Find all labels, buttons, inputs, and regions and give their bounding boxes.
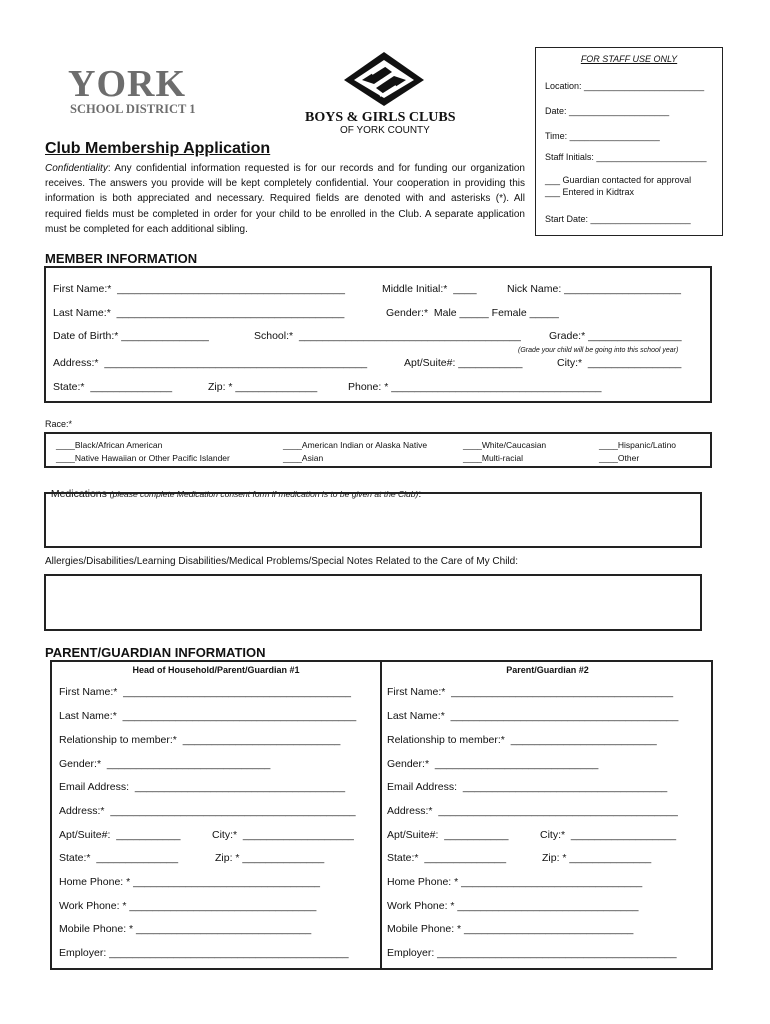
member-middle-initial-field[interactable]: Middle Initial:* ____ bbox=[382, 283, 477, 295]
guardian-1-header: Head of Household/Parent/Guardian #1 bbox=[132, 665, 300, 675]
parent-info-heading: PARENT/GUARDIAN INFORMATION bbox=[45, 645, 266, 660]
york-logo-name: YORK bbox=[68, 63, 186, 105]
guardian-1-email-field[interactable]: Email Address: ____________________________________ bbox=[59, 781, 346, 793]
guardian-1-city-field[interactable]: City:* ___________________ bbox=[212, 829, 354, 841]
grade-note: (Grade your child will be going into this school year) bbox=[518, 347, 679, 354]
guardian-2-city-field[interactable]: City:* __________________ bbox=[540, 829, 677, 841]
race-option-other[interactable]: ____Other bbox=[599, 453, 640, 463]
bgc-hands-icon bbox=[342, 50, 426, 108]
allergies-label: Allergies/Disabilities/Learning Disabilities/Medical Problems/Special Notes Related to the Care of My Child: bbox=[45, 556, 518, 567]
guardian-contacted-checkbox[interactable]: ___ Guardian contacted for approval bbox=[545, 175, 692, 185]
guardian-2-apt-field[interactable]: Apt/Suite#: ___________ bbox=[387, 829, 509, 841]
member-info-heading: MEMBER INFORMATION bbox=[45, 251, 198, 266]
guardian-2-column bbox=[382, 662, 713, 968]
race-option-native-hawaiian[interactable]: ____Native Hawaiian or Other Pacific Islander bbox=[56, 453, 230, 463]
guardian-2-work-phone-field[interactable]: Work Phone: * _______________________________ bbox=[387, 900, 639, 912]
confidentiality-paragraph bbox=[45, 161, 525, 237]
race-option-multiracial[interactable]: ____Multi-racial bbox=[463, 453, 523, 463]
medications-textarea[interactable] bbox=[44, 492, 702, 548]
guardian-2-zip-field[interactable]: Zip: * ______________ bbox=[542, 852, 652, 864]
guardian-2-employer-field[interactable]: Employer: _________________________________________ bbox=[387, 947, 677, 959]
york-logo-subtitle: SCHOOL DISTRICT 1 bbox=[70, 102, 196, 116]
staff-box-title: FOR STAFF USE ONLY bbox=[580, 54, 678, 64]
guardian-2-first-name-field[interactable]: First Name:* ______________________________________ bbox=[387, 686, 674, 698]
guardian-1-last-name-field[interactable]: Last Name:* ________________________________________ bbox=[59, 710, 357, 722]
member-first-name-field[interactable]: First Name:* _______________________________________ bbox=[53, 283, 345, 295]
race-option-black[interactable]: ____Black/African American bbox=[56, 440, 163, 450]
guardian-1-zip-field[interactable]: Zip: * ______________ bbox=[215, 852, 325, 864]
member-zip-field[interactable]: Zip: * ______________ bbox=[208, 381, 318, 393]
parent-info-box bbox=[50, 660, 713, 970]
member-grade-field[interactable]: Grade:* ________________ bbox=[549, 330, 682, 342]
guardian-1-mobile-phone-field[interactable]: Mobile Phone: * ______________________________ bbox=[59, 923, 312, 935]
medications-colon: : bbox=[418, 488, 422, 500]
guardian-1-relationship-field[interactable]: Relationship to member:* ___________________________ bbox=[59, 734, 341, 746]
guardian-2-header: Parent/Guardian #2 bbox=[506, 665, 589, 675]
race-box bbox=[44, 432, 712, 468]
entered-kidtrax-checkbox[interactable]: ___ Entered in Kidtrax bbox=[545, 187, 635, 197]
guardian-1-column bbox=[52, 662, 380, 968]
guardian-2-gender-field[interactable]: Gender:* ____________________________ bbox=[387, 758, 599, 770]
boys-girls-clubs-logo bbox=[305, 50, 465, 140]
guardian-2-mobile-phone-field[interactable]: Mobile Phone: * _____________________________ bbox=[387, 923, 634, 935]
member-state-field[interactable]: State:* ______________ bbox=[53, 381, 173, 393]
staff-initials-field[interactable]: Staff Initials: ______________________ bbox=[545, 152, 707, 162]
staff-time-field[interactable]: Time: __________________ bbox=[545, 131, 660, 141]
guardian-1-employer-field[interactable]: Employer: _________________________________________ bbox=[59, 947, 349, 959]
guardian-2-relationship-field[interactable]: Relationship to member:* _________________________ bbox=[387, 734, 657, 746]
race-option-american-indian[interactable]: ____American Indian or Alaska Native bbox=[283, 440, 428, 450]
guardian-1-home-phone-field[interactable]: Home Phone: * ________________________________ bbox=[59, 876, 320, 888]
member-dob-field[interactable]: Date of Birth:* _______________ bbox=[53, 330, 209, 342]
guardian-1-apt-field[interactable]: Apt/Suite#: ___________ bbox=[59, 829, 181, 841]
member-nick-name-field[interactable]: Nick Name: ____________________ bbox=[507, 283, 681, 295]
bgc-logo-name: BOYS & GIRLS CLUBS bbox=[305, 110, 456, 125]
member-apt-field[interactable]: Apt/Suite#: ___________ bbox=[404, 357, 523, 369]
guardian-2-last-name-field[interactable]: Last Name:* _______________________________________ bbox=[387, 710, 679, 722]
race-label: Race:* bbox=[45, 419, 73, 429]
guardian-1-gender-field[interactable]: Gender:* ____________________________ bbox=[59, 758, 271, 770]
guardian-2-state-field[interactable]: State:* ______________ bbox=[387, 852, 507, 864]
guardian-2-home-phone-field[interactable]: Home Phone: * _______________________________ bbox=[387, 876, 643, 888]
guardian-1-work-phone-field[interactable]: Work Phone: * ________________________________ bbox=[59, 900, 317, 912]
bgc-logo-subtitle: OF YORK COUNTY bbox=[340, 125, 430, 136]
guardian-1-address-field[interactable]: Address:* __________________________________________ bbox=[59, 805, 356, 817]
member-phone-field[interactable]: Phone: * ____________________________________ bbox=[348, 381, 602, 393]
member-info-box bbox=[44, 266, 712, 403]
staff-date-field[interactable]: Date: ____________________ bbox=[545, 106, 670, 116]
confidentiality-text: : Any confidential information requested is for our records and for funding our organization receives. The answers you provide will be kept completely confidential. Your cooperation in providing this information is both appreciated and necessary. Required fields are denoted with and asterisks (*). All required fields must be completed in order for your child to be enrolled in the Club. A separate application must be completed for each additional sibling. bbox=[45, 163, 525, 235]
race-option-asian[interactable]: ____Asian bbox=[283, 453, 324, 463]
page-title: Club Membership Application bbox=[45, 140, 271, 157]
staff-location-field[interactable]: Location: ________________________ bbox=[545, 81, 705, 91]
staff-start-date-field[interactable]: Start Date: ____________________ bbox=[545, 214, 691, 224]
member-address-field[interactable]: Address:* _____________________________________________ bbox=[53, 357, 368, 369]
guardian-1-state-field[interactable]: State:* ______________ bbox=[59, 852, 179, 864]
race-option-hispanic[interactable]: ____Hispanic/Latino bbox=[599, 440, 677, 450]
guardian-1-first-name-field[interactable]: First Name:* _______________________________________ bbox=[59, 686, 351, 698]
guardian-2-email-field[interactable]: Email Address: ___________________________________ bbox=[387, 781, 668, 793]
confidentiality-label: Confidentiality bbox=[45, 163, 108, 174]
staff-use-box bbox=[535, 47, 723, 236]
member-last-name-field[interactable]: Last Name:* _______________________________________ bbox=[53, 307, 345, 319]
guardian-2-address-field[interactable]: Address:* _________________________________________ bbox=[387, 805, 678, 817]
member-city-field[interactable]: City:* ________________ bbox=[557, 357, 682, 369]
york-school-district-logo bbox=[68, 62, 198, 120]
member-gender-field[interactable]: Gender:* Male _____ Female _____ bbox=[386, 307, 559, 319]
race-option-white[interactable]: ____White/Caucasian bbox=[463, 440, 547, 450]
member-school-field[interactable]: School:* ______________________________________ bbox=[254, 330, 521, 342]
medications-note: (please complete Medication consent form if medication is to be given at the Club) bbox=[109, 489, 419, 499]
medications-label: Medications bbox=[50, 488, 107, 500]
allergies-textarea[interactable] bbox=[44, 574, 702, 631]
